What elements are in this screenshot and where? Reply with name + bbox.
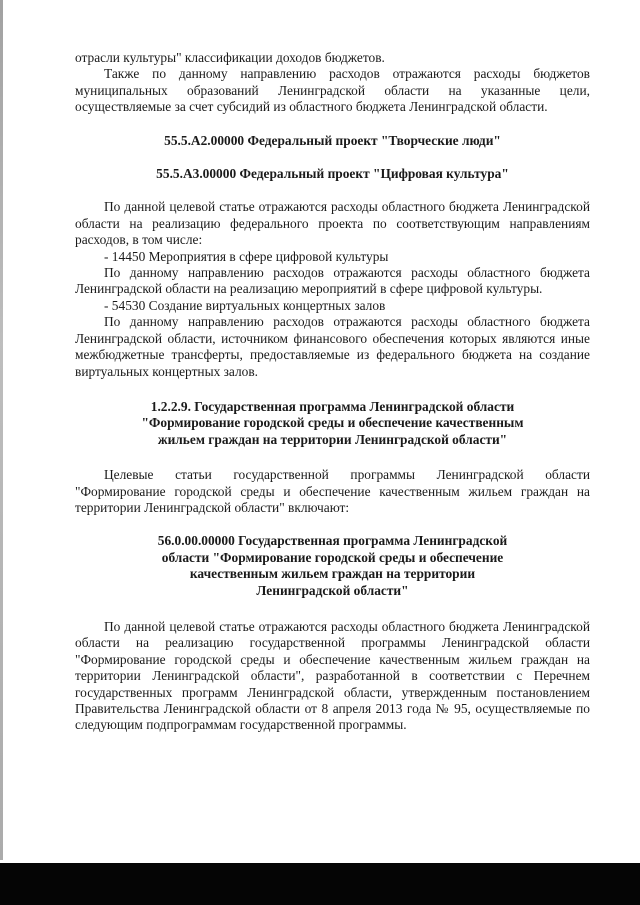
document-page	[75, 50, 590, 734]
paragraph-federal-project: По данной целевой статье отражаются расходы областного бюджета Ленинградской области на реализацию федерального проекта по соответствующим направлениям расходов, в том числе:	[75, 199, 590, 248]
paragraph-municipal-expenses: Также по данному направлению расходов отражаются расходы бюджетов муниципальных образований Ленинградской области на указанные цели, осуществляемые за счет субсидий из областного бюджета Ленинградской области.	[75, 66, 590, 115]
paragraph-virtual-halls: По данному направлению расходов отражаются расходы областного бюджета Ленинградской области, источником финансового обеспечения которых являются иные межбюджетные трансферты, предоставляемые из федерального бюджета на создание виртуальных концертных залов.	[75, 314, 590, 379]
paragraph-program-expenses: По данной целевой статье отражаются расходы областного бюджета Ленинградской области на реализацию государственной программы Ленинградской области "Формирование городской среды и обеспечение качественным жильем граждан на территории Ленинградской области", разработанной в соответствии с Перечнем государственных программ Ленинградской области, утвержденным постановлением Правительства Ленинградской области от 8 апреля 2013 года № 95, осуществляемые по следующим подпрограммам государственной программы.	[75, 618, 590, 733]
scan-left-edge	[0, 0, 3, 860]
heading-creative-people: 55.5.A2.00000 Федеральный проект "Творческие люди"	[164, 132, 501, 148]
paragraph-digital-events: По данному направлению расходов отражаются расходы областного бюджета Ленинградской области на реализацию мероприятий в сфере цифровой культуры.	[75, 265, 590, 297]
heading-section-1229: 1.2.2.9. Государственная программа Ленинградской области "Формирование городской среды и обеспечение качественным жильем граждан на территории Ленинградской области"	[141, 398, 524, 447]
heading-program-56: 56.0.00.00000 Государственная программа Ленинградской области "Формирование городской среды и обеспечение качественным жильем граждан на территории Ленинградской области"	[157, 533, 508, 598]
paragraph-target-articles: Целевые статьи государственной программы Ленинградской области "Формирование городской среды и обеспечение качественным жильем граждан на территории Ленинградской области" включают:	[75, 467, 590, 515]
list-item-54530: - 54530 Создание виртуальных концертных залов	[104, 297, 386, 313]
heading-digital-culture: 55.5.A3.00000 Федеральный проект "Цифровая культура"	[156, 166, 509, 182]
scan-bottom-border	[0, 863, 640, 905]
list-item-14450: - 14450 Мероприятия в сфере цифровой культуры	[104, 248, 389, 264]
paragraph-continuation: отрасли культуры" классификации доходов бюджетов.	[75, 50, 385, 65]
